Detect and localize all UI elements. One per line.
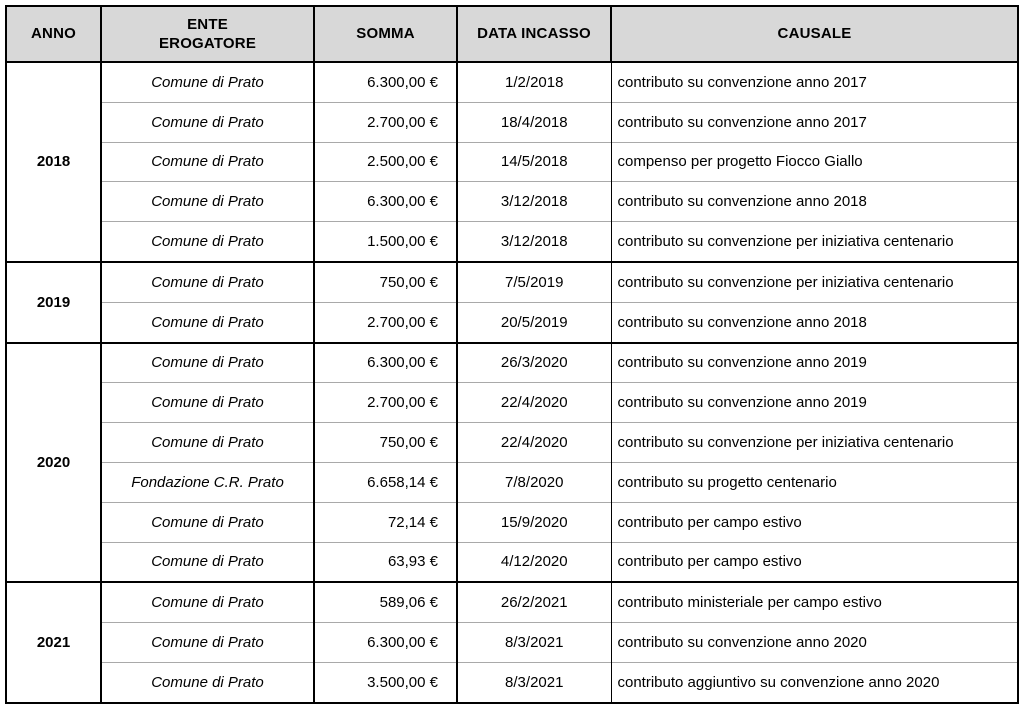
somma-cell: 750,00 € [314,423,457,463]
somma-cell: 2.700,00 € [314,102,457,142]
table-row [6,502,1018,542]
causale-cell: contributo su convenzione per iniziativa centenario [611,423,1018,463]
data-incasso-cell: 22/4/2020 [457,383,611,423]
data-incasso-cell: 18/4/2018 [457,102,611,142]
table-row [6,182,1018,222]
ente-erogatore-cell: Comune di Prato [101,182,314,222]
ente-erogatore-cell: Comune di Prato [101,542,314,582]
ente-erogatore-cell: Comune di Prato [101,62,314,102]
header-causale: CAUSALE [611,6,1018,62]
ente-erogatore-cell: Comune di Prato [101,662,314,702]
somma-cell: 6.300,00 € [314,343,457,383]
data-incasso-cell: 1/2/2018 [457,62,611,102]
year-cell: 2021 [6,582,101,702]
table-row [6,142,1018,182]
data-incasso-cell: 7/8/2020 [457,462,611,502]
causale-cell: contributo su convenzione anno 2020 [611,623,1018,663]
table-row [6,102,1018,142]
header-anno: ANNO [6,6,101,62]
table-row [6,623,1018,663]
causale-cell: contributo su convenzione anno 2018 [611,182,1018,222]
causale-cell: contributo su convenzione anno 2019 [611,383,1018,423]
ente-erogatore-cell: Comune di Prato [101,222,314,262]
somma-cell: 63,93 € [314,542,457,582]
causale-cell: contributo su convenzione anno 2017 [611,102,1018,142]
causale-cell: contributo per campo estivo [611,502,1018,542]
causale-cell: contributo aggiuntivo su convenzione anno 2020 [611,662,1018,702]
ente-erogatore-cell: Comune di Prato [101,302,314,342]
header-ente-erogatore [101,6,314,62]
table-row [6,262,1018,302]
table-row [6,383,1018,423]
year-cell: 2019 [6,262,101,343]
data-incasso-cell: 3/12/2018 [457,182,611,222]
data-incasso-cell: 8/3/2021 [457,662,611,702]
causale-cell: contributo ministeriale per campo estivo [611,582,1018,622]
somma-cell: 6.658,14 € [314,462,457,502]
year-cell: 2018 [6,62,101,262]
somma-cell: 72,14 € [314,502,457,542]
ente-erogatore-cell: Comune di Prato [101,343,314,383]
somma-cell: 2.500,00 € [314,142,457,182]
causale-cell: compenso per progetto Fiocco Giallo [611,142,1018,182]
data-incasso-cell: 7/5/2019 [457,262,611,302]
causale-cell: contributo su convenzione per iniziativa centenario [611,262,1018,302]
table-row [6,662,1018,702]
grants-table [5,5,1019,704]
somma-cell: 750,00 € [314,262,457,302]
somma-cell: 1.500,00 € [314,222,457,262]
year-cell: 2020 [6,343,101,583]
table-row [6,302,1018,342]
data-incasso-cell: 15/9/2020 [457,502,611,542]
somma-cell: 6.300,00 € [314,623,457,663]
data-incasso-cell: 26/2/2021 [457,582,611,622]
ente-erogatore-cell: Comune di Prato [101,262,314,302]
table-row [6,423,1018,463]
header-ente-line2: EROGATORE [158,35,257,52]
header-somma: SOMMA [314,6,457,62]
ente-erogatore-cell: Comune di Prato [101,383,314,423]
ente-erogatore-cell: Comune di Prato [101,102,314,142]
table-body [6,62,1018,703]
table-header [6,6,1018,62]
causale-cell: contributo su progetto centenario [611,462,1018,502]
data-incasso-cell: 4/12/2020 [457,542,611,582]
ente-erogatore-cell: Fondazione C.R. Prato [101,462,314,502]
data-incasso-cell: 22/4/2020 [457,423,611,463]
causale-cell: contributo su convenzione anno 2019 [611,343,1018,383]
data-incasso-cell: 8/3/2021 [457,623,611,663]
table-row [6,542,1018,582]
somma-cell: 6.300,00 € [314,62,457,102]
somma-cell: 3.500,00 € [314,662,457,702]
somma-cell: 2.700,00 € [314,383,457,423]
somma-cell: 2.700,00 € [314,302,457,342]
somma-cell: 589,06 € [314,582,457,622]
data-incasso-cell: 26/3/2020 [457,343,611,383]
table-row [6,62,1018,102]
ente-erogatore-cell: Comune di Prato [101,582,314,622]
table-row [6,222,1018,262]
ente-erogatore-cell: Comune di Prato [101,623,314,663]
header-ente-line1: ENTE [187,15,228,33]
header-row [6,6,1018,62]
data-incasso-cell: 20/5/2019 [457,302,611,342]
ente-erogatore-cell: Comune di Prato [101,423,314,463]
header-data-incasso: DATA INCASSO [457,6,611,62]
data-incasso-cell: 3/12/2018 [457,222,611,262]
table-row [6,462,1018,502]
causale-cell: contributo su convenzione anno 2018 [611,302,1018,342]
causale-cell: contributo su convenzione per iniziativa centenario [611,222,1018,262]
somma-cell: 6.300,00 € [314,182,457,222]
data-incasso-cell: 14/5/2018 [457,142,611,182]
table-row [6,582,1018,622]
ente-erogatore-cell: Comune di Prato [101,142,314,182]
table-row [6,343,1018,383]
ente-erogatore-cell: Comune di Prato [101,502,314,542]
causale-cell: contributo per campo estivo [611,542,1018,582]
causale-cell: contributo su convenzione anno 2017 [611,62,1018,102]
